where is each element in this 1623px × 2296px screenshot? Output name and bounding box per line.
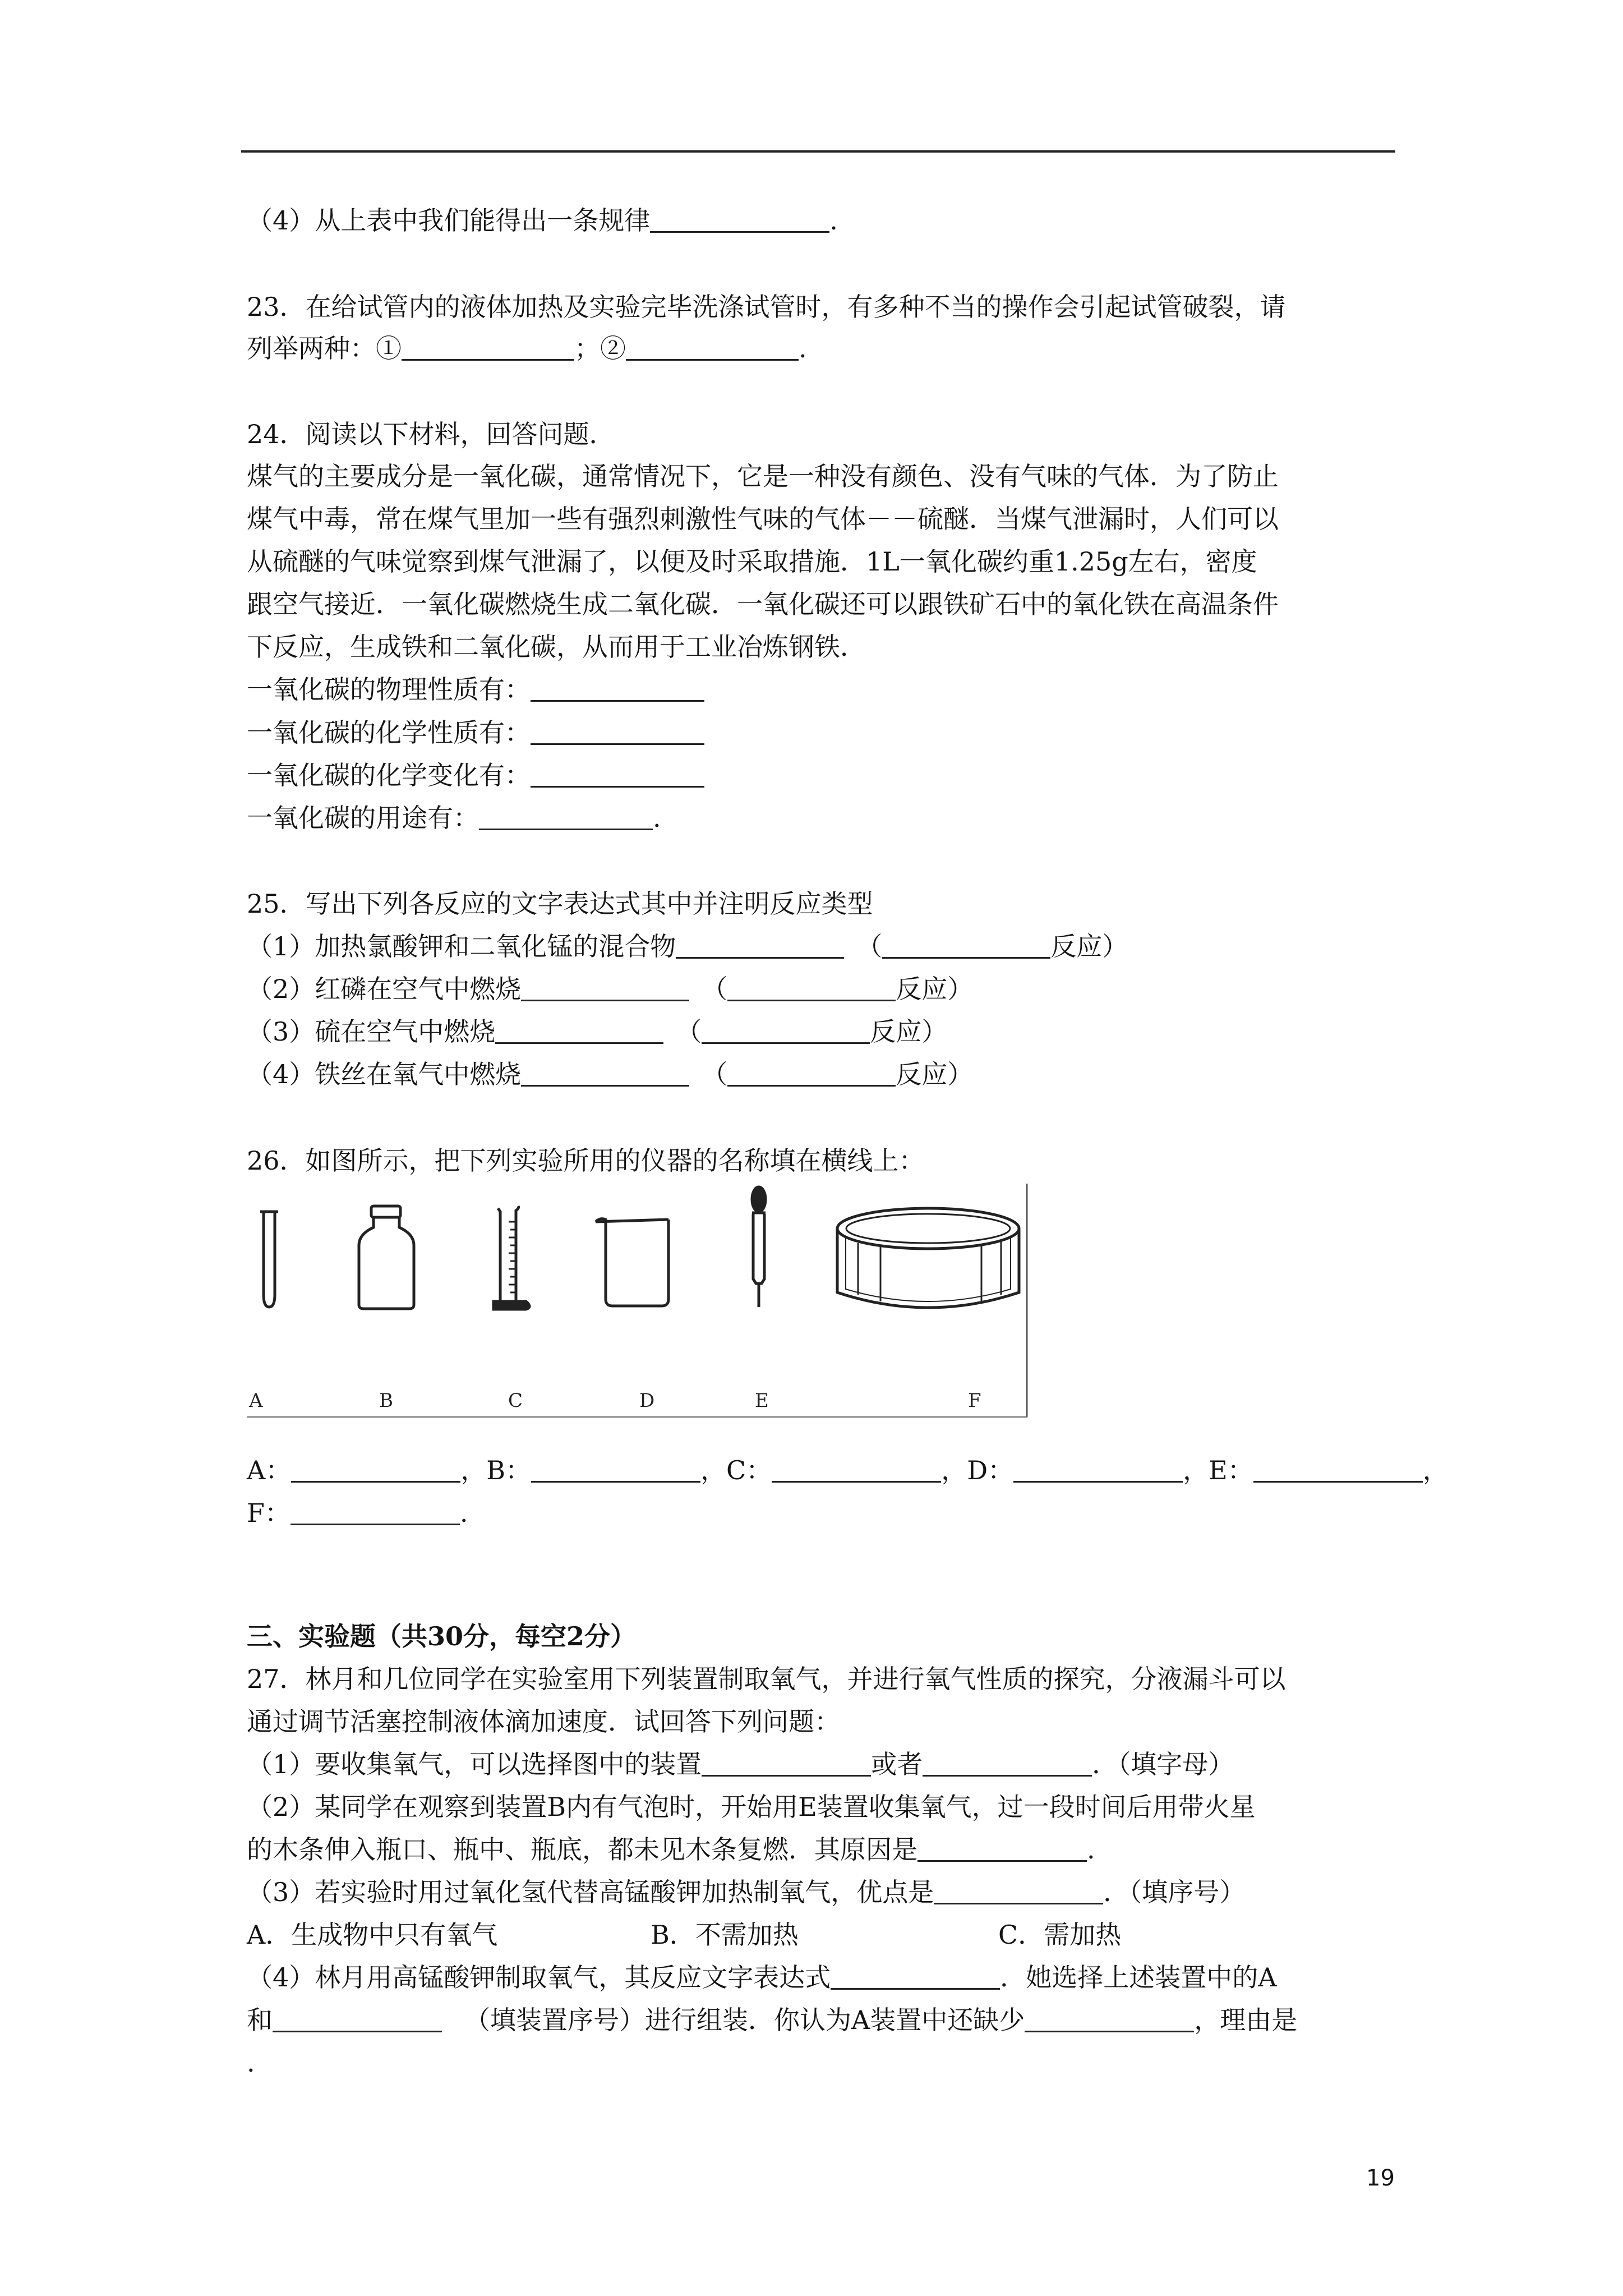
lab-apparatus-figure [247, 1182, 1032, 1418]
q24-paragraph-line: 从硫醚的气味觉察到煤气泄漏了，以便及时采取措施．1L一氧化碳约重1.25g左右，密度 [247, 546, 1257, 577]
section-title: 三、实验题（共30分，每空2分） [247, 1621, 637, 1651]
figure-label: F [968, 1389, 981, 1412]
answer-blank[interactable] [626, 334, 799, 361]
answer-blank[interactable] [1253, 1456, 1423, 1483]
q26-answers-line1: A： ，B： ，C： ，D： ，E： ， [247, 1455, 1449, 1485]
answer-blank[interactable] [531, 719, 704, 745]
answer-blank[interactable] [531, 1456, 700, 1483]
q24-paragraph-line: 煤气的主要成分是一氧化碳，通常情况下，它是一种没有颜色、没有气味的气体．为了防止 [247, 461, 1279, 491]
option-a: A．生成物中只有氧气 [247, 1920, 498, 1950]
answer-blank[interactable] [882, 932, 1050, 959]
answer-blank[interactable] [923, 1750, 1092, 1777]
page-number: 19 [1366, 2165, 1395, 2191]
answer-blank[interactable] [291, 1499, 460, 1525]
answer-blank[interactable] [727, 975, 896, 1001]
q25-title: 25．写出下列各反应的文字表达式其中并注明反应类型 [247, 889, 873, 919]
answer-blank[interactable] [1025, 2006, 1194, 2032]
q24-physical-properties: 一氧化碳的物理性质有： [247, 672, 704, 707]
answer-blank[interactable] [917, 1835, 1087, 1862]
figure-label: D [639, 1389, 655, 1412]
option-b: B．不需加热 [651, 1920, 799, 1950]
q24-uses: 一氧化碳的用途有： . [247, 803, 661, 833]
test-tube-icon [260, 1212, 278, 1307]
header-rule [241, 150, 1395, 153]
q22-item4: （4）从上表中我们能得出一条规律 . [247, 205, 838, 236]
answer-blank[interactable] [772, 1456, 941, 1483]
q27-sub2-line2: 的木条伸入瓶口、瓶中、瓶底，都未见木条复燃．其原因是 . [247, 1834, 1095, 1865]
q24-title: 24．阅读以下材料，回答问题． [247, 419, 615, 449]
q25-item2: （2）红磷在空气中燃烧 （ 反应） [247, 974, 974, 1004]
beaker-icon [596, 1219, 668, 1306]
q27-sub2-line1: （2）某同学在观察到装置B内有气泡时，开始用E装置收集氧气，过一段时间后用带火星 [247, 1792, 1256, 1822]
q25-item4: （4）铁丝在氧气中燃烧 （ 反应） [247, 1059, 974, 1089]
q27-sub4-line1: （4）林月用高锰酸钾制取氧气，其反应文字表达式 ．她选择上述装置中的A [247, 1962, 1277, 1993]
answer-blank[interactable] [521, 1060, 689, 1087]
reagent-bottle-icon [359, 1206, 414, 1309]
answer-blank[interactable] [831, 1963, 1000, 1990]
q27-line2: 通过调节活塞控制液体滴加速度．试回答下列问题： [247, 1706, 840, 1737]
dropper-icon [752, 1187, 766, 1307]
figure-label: C [508, 1389, 523, 1412]
q27-sub4-line3: . [247, 2047, 255, 2078]
answer-blank[interactable] [531, 675, 704, 702]
q23-line2: 列举两种：① ；② . [247, 333, 807, 364]
answer-blank[interactable] [273, 2006, 442, 2032]
answer-blank[interactable] [402, 334, 574, 361]
answer-blank[interactable] [650, 206, 829, 233]
q23-line1: 23．在给试管内的液体加热及实验完毕洗涤试管时，有多种不当的操作会引起试管破裂，请 [247, 292, 1286, 322]
figure-label: B [379, 1389, 393, 1412]
answer-blank[interactable] [676, 932, 844, 959]
answer-blank[interactable] [291, 1456, 460, 1483]
figure-label: A [249, 1389, 263, 1412]
answer-blank[interactable] [702, 1018, 870, 1044]
q24-paragraph-line: 跟空气接近．一氧化碳燃烧生成二氧化碳．一氧化碳还可以跟铁矿石中的氧化铁在高温条件 [247, 589, 1279, 619]
q26-answers-line2: F： . [247, 1498, 468, 1528]
graduated-cylinder-icon [494, 1206, 529, 1309]
q26-title: 26．如图所示，把下列实验所用的仪器的名称填在横线上： [247, 1145, 925, 1176]
option-c: C．需加热 [998, 1920, 1122, 1950]
q25-item1: （1）加热氯酸钾和二氧化锰的混合物 （ 反应） [247, 931, 1128, 961]
q27-sub1: （1）要收集氧气，可以选择图中的装置 或者 ．（填字母） [247, 1749, 1234, 1779]
answer-blank[interactable] [702, 1750, 871, 1777]
q24-chemical-properties: 一氧化碳的化学性质有： [247, 715, 704, 750]
q24-paragraph-line: 煤气中毒，常在煤气里加一些有强烈刺激性气味的气体－－硫醚．当煤气泄漏时，人们可以 [247, 504, 1279, 534]
q24-chemical-changes: 一氧化碳的化学变化有： [247, 758, 704, 793]
q24-paragraph-line: 下反应，生成铁和二氧化碳，从而用于工业冶炼钢铁． [247, 632, 866, 662]
q25-item3: （3）硫在空气中燃烧 （ 反应） [247, 1016, 948, 1047]
answer-blank[interactable] [531, 761, 704, 788]
glass-trough-icon [837, 1208, 1019, 1308]
figure-label: E [755, 1389, 769, 1412]
q27-line1: 27．林月和几位同学在实验室用下列装置制取氧气，并进行氧气性质的探究，分液漏斗可以 [247, 1664, 1286, 1694]
answer-blank[interactable] [521, 975, 689, 1001]
answer-blank[interactable] [495, 1018, 663, 1044]
answer-blank[interactable] [934, 1878, 1103, 1904]
q27-sub4-line2: 和 （填装置序号）进行组装．你认为A装置中还缺少 ，理由是 [247, 2005, 1298, 2035]
answer-blank[interactable] [727, 1060, 896, 1087]
answer-blank[interactable] [1013, 1456, 1183, 1483]
q27-sub3: （3）若实验时用过氧化氢代替高锰酸钾加热制氧气，优点是 ．（填序号） [247, 1877, 1246, 1907]
answer-blank[interactable] [479, 804, 653, 830]
